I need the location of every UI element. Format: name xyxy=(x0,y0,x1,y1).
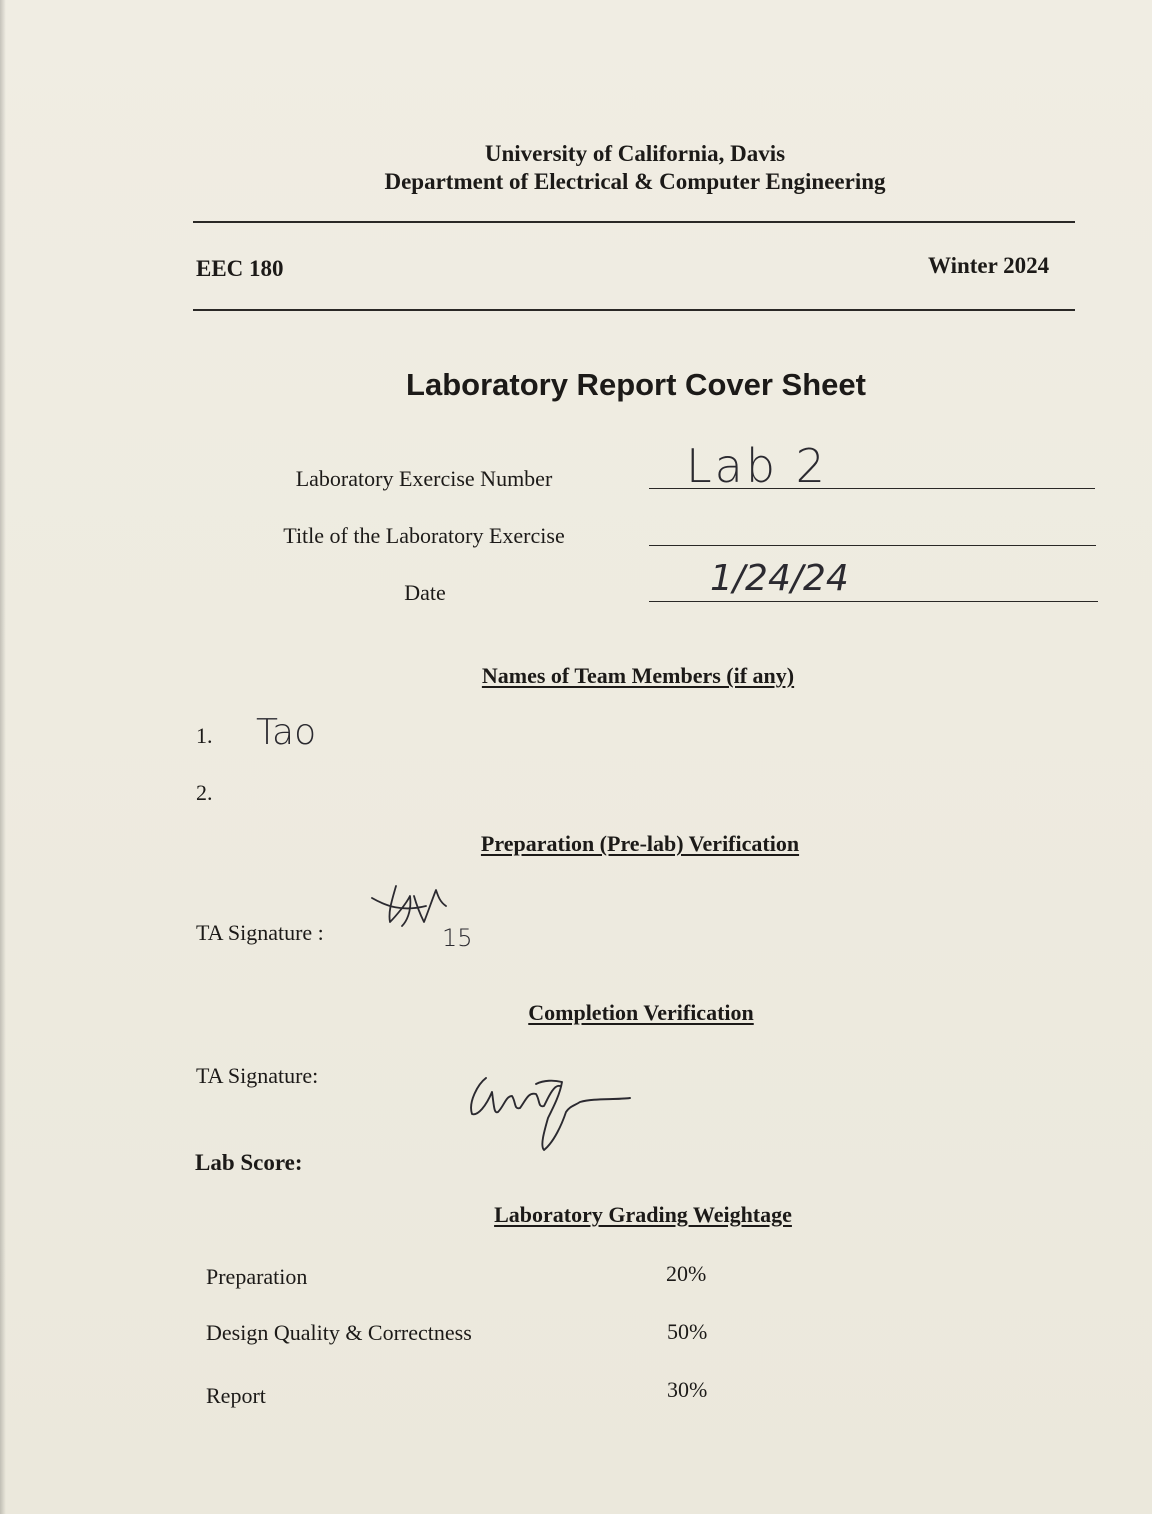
exercise-number-handwriting xyxy=(684,438,874,494)
grading-row-item: Preparation xyxy=(206,1264,308,1289)
date-value: 1/24/24 xyxy=(710,558,849,599)
prelab-signature-note: 15 xyxy=(442,924,473,952)
completion-signature-label: TA Signature: xyxy=(196,1063,319,1088)
grading-row-item: Report xyxy=(206,1383,266,1408)
grading-row-weight: 30% xyxy=(667,1377,708,1402)
prelab-ta-signature xyxy=(366,876,486,956)
team-item-number-2: 2. xyxy=(196,780,213,805)
date-handwriting xyxy=(708,552,878,602)
page-edge-shadow xyxy=(0,0,6,1514)
team-member-1-handwriting xyxy=(254,704,354,754)
completion-ta-signature xyxy=(464,1062,644,1162)
exercise-title-line xyxy=(649,545,1096,546)
completion-signature-drawing xyxy=(464,1062,644,1162)
grading-row-weight: 50% xyxy=(667,1319,708,1344)
team-member-1-name: Tao xyxy=(256,712,317,753)
team-heading: Names of Team Members (if any) xyxy=(481,663,795,688)
department-name: Department of Electrical & Computer Engineering xyxy=(384,169,886,194)
university-name: University of California, Davis xyxy=(484,141,786,166)
exercise-title-label: Title of the Laboratory Exercise xyxy=(283,523,565,548)
header-top-rule xyxy=(193,221,1075,223)
grading-row-item: Design Quality & Correctness xyxy=(206,1320,472,1345)
header-bottom-rule xyxy=(193,309,1075,311)
exercise-number-value: Lab 2 xyxy=(686,439,828,493)
prelab-signature-drawing xyxy=(366,876,486,956)
exercise-number-handwritten xyxy=(684,438,874,494)
team-member-1-handwritten xyxy=(254,704,354,754)
page-title: Laboratory Report Cover Sheet xyxy=(406,367,866,402)
prelab-signature-label: TA Signature : xyxy=(196,920,324,945)
term: Winter 2024 xyxy=(928,253,1050,278)
completion-heading: Completion Verification xyxy=(528,1000,754,1025)
exercise-number-label: Laboratory Exercise Number xyxy=(295,466,553,491)
grading-row-weight: 20% xyxy=(666,1261,707,1286)
prelab-heading: Preparation (Pre-lab) Verification xyxy=(480,831,800,856)
lab-score-label: Lab Score: xyxy=(195,1150,303,1175)
date-handwritten xyxy=(708,552,878,602)
course-code: EEC 180 xyxy=(196,256,284,281)
date-label: Date xyxy=(404,580,446,605)
team-item-number-1: 1. xyxy=(196,723,213,748)
grading-heading: Laboratory Grading Weightage xyxy=(494,1202,792,1227)
